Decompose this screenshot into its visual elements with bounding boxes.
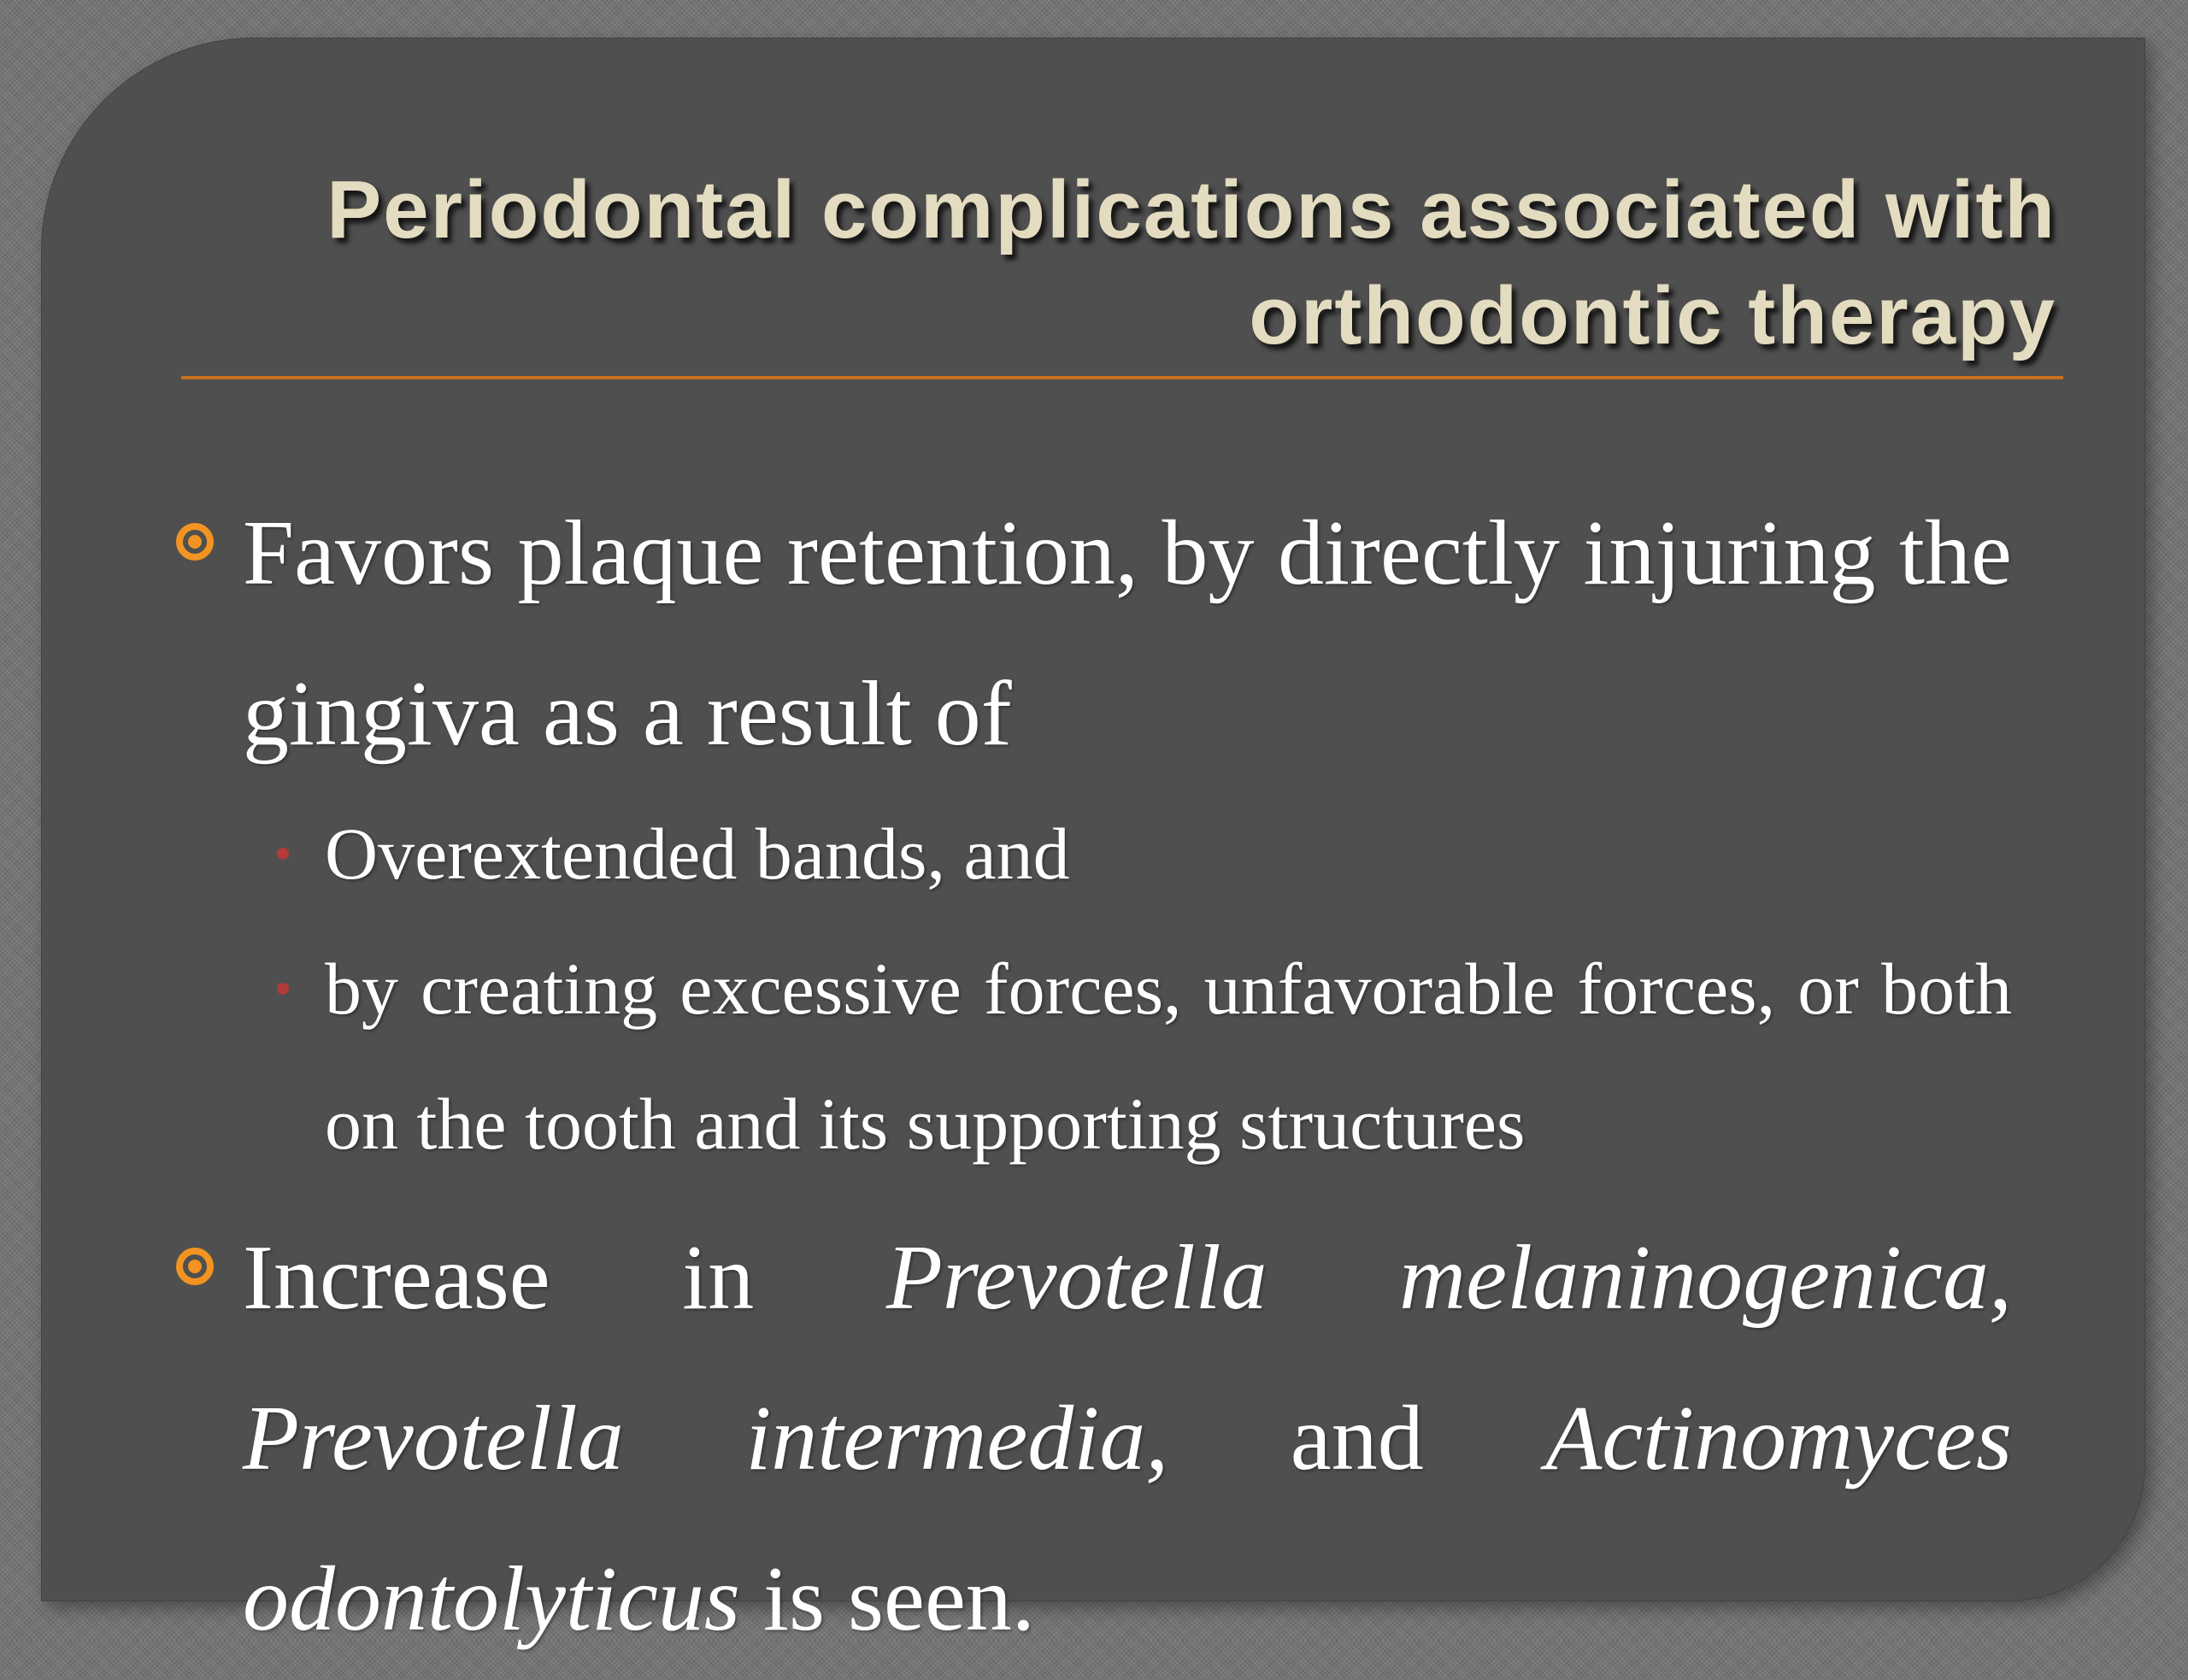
circle-bullet-icon [176,1248,214,1285]
slide-title [212,157,2056,369]
sub-bullet-item-1 [243,786,2012,921]
sub-bullet-item-2 [243,921,2012,1191]
slide-title-line-1: Periodontal complications associated with [326,164,2056,256]
sub-bullet-list [176,786,2012,1191]
bullet-text-2-part-2: Prevotella melaninogenica, Prevotella intermedia, [243,1227,2012,1489]
title-divider [181,376,2063,379]
bullet-text-1: Favors plaque retention, by directly injuring the gingiva as a result of [243,502,2012,765]
bullet-item-2 [176,1198,2012,1680]
sub-bullet-text-1: Overextended bands, and [325,813,1070,895]
slide-title-line-2: orthodontic therapy [1249,270,2056,361]
slide-panel [41,38,2145,1650]
bullet-text-2-part-3: and [1168,1388,1546,1489]
bullet-text-2-part-5: is seen. [739,1548,1035,1650]
slide-content [176,473,2012,1680]
bullet-text-2-part-4: Actinomyces odontolyticus [243,1388,2013,1650]
circle-bullet-icon [176,523,214,561]
sub-bullet-text-2: by creating excessive forces, unfavorable forces, or both on the tooth and its supporting structures [325,948,2012,1165]
bullet-text-2-part-1: Increase in [243,1227,886,1329]
bullet-item-1 [176,473,2012,795]
dot-bullet-icon [277,848,289,860]
dot-bullet-icon [277,983,289,995]
